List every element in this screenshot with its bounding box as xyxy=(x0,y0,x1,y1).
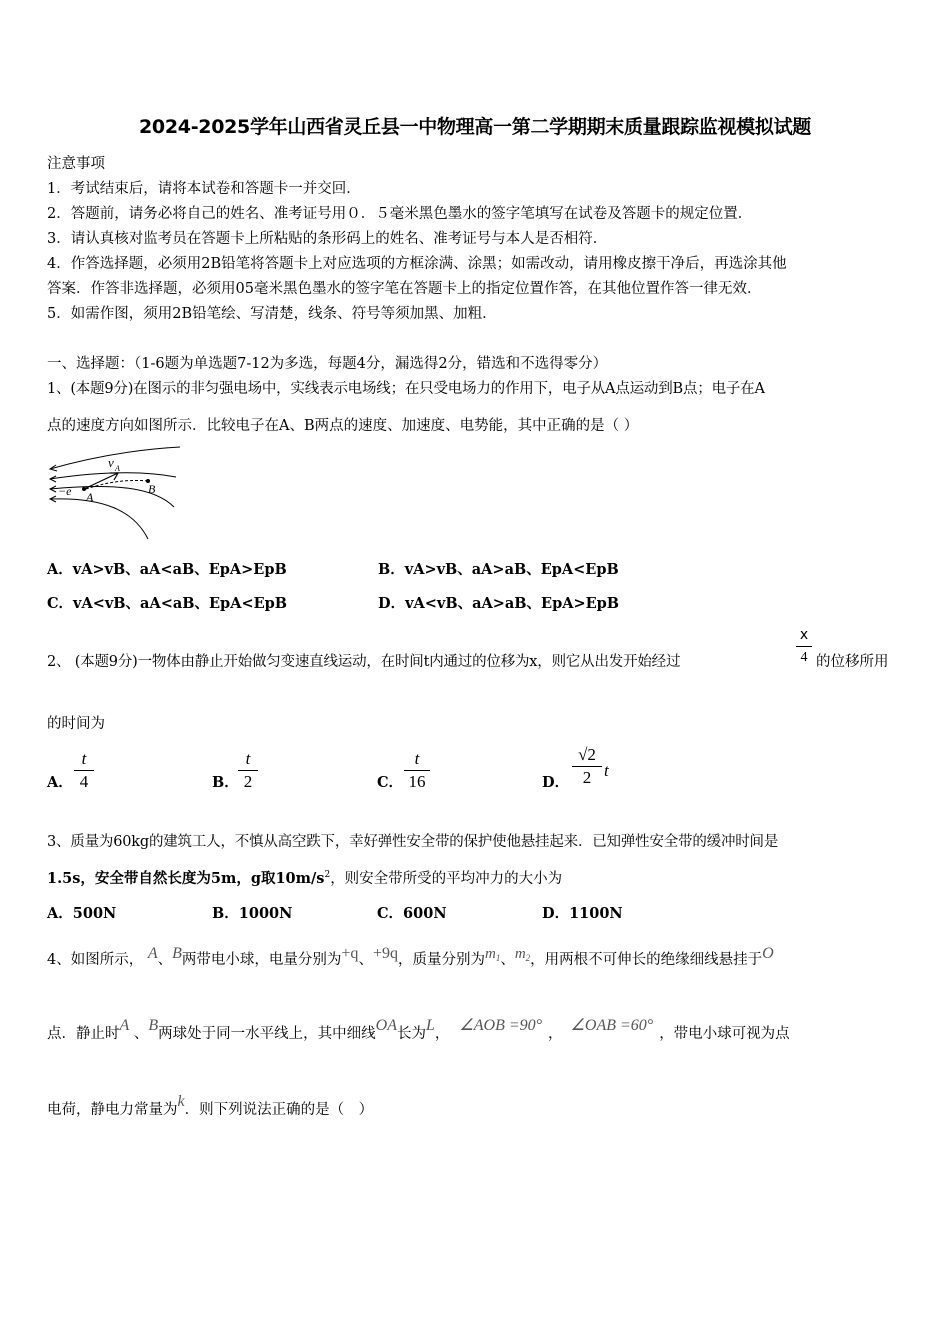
q2-option-d-label[interactable]: D． xyxy=(542,774,570,791)
q1-option-a[interactable]: A．vA>vB、aA<aB、EpA>EpB xyxy=(47,561,287,578)
notice-item: 1．考试结束后，请将本试卷和答题卡一并交回． xyxy=(47,181,361,197)
q2-option-d-fraction[interactable]: √2 2 xyxy=(572,746,602,787)
label-charge: −e xyxy=(58,484,72,498)
trajectory xyxy=(86,480,148,489)
notice-heading: 注意事项 xyxy=(47,156,105,172)
q2-stem-line1a: 2、 (本题9分)一物体由静止开始做匀变速直线运动，在时间t内通过的位移为x，则它从出发开始经过 xyxy=(47,654,681,670)
q2-option-a-label[interactable]: A． xyxy=(47,774,73,791)
q2-option-d-tail: t xyxy=(604,761,609,780)
page-title: 2024-2025学年山西省灵丘县一中物理高一第二学期期末质量跟踪监视模拟试题 xyxy=(139,116,811,138)
q3-option-d[interactable]: D．1100N xyxy=(542,905,623,922)
q2-option-c-label[interactable]: C． xyxy=(377,774,404,791)
label-v-sub: A xyxy=(115,464,120,473)
q3-option-a[interactable]: A．500N xyxy=(47,905,117,922)
q3-option-b[interactable]: B．1000N xyxy=(212,905,293,922)
notice-item: 3．请认真核对监考员在答题卡上所粘贴的条形码上的姓名、准考证号与本人是否相符． xyxy=(47,231,608,247)
label-a: A xyxy=(86,490,94,504)
notice-item: 4．作答选择题，必须用2B铅笔将答题卡上对应选项的方框涂满、涂黑；如需改动，请用橡皮擦干净后，再选涂其他 xyxy=(47,256,787,272)
q3-option-c[interactable]: C．600N xyxy=(377,905,447,922)
q2-option-b-label[interactable]: B． xyxy=(212,774,239,791)
q2-fraction: x 4 xyxy=(796,626,812,667)
q2-stem-line1b: 的位移所用 xyxy=(816,654,889,670)
q2-option-a-fraction[interactable]: t 4 xyxy=(74,750,94,791)
q4-stem-line2: 点．静止时A 、B两球处于同一水平线上，其中细线OA长为L， ∠AOB =90° ， ∠OAB =60° ，带电小球可视为点 xyxy=(47,1017,790,1042)
label-v: v xyxy=(108,455,114,470)
q1-field-figure xyxy=(44,443,184,543)
notice-item: 2．答题前，请务必将自己的姓名、准考证号用０．５毫米黑色墨水的签字笔填写在试卷及答题卡的规定位置． xyxy=(47,206,753,222)
notice-item: 答案．作答非选择题，必须用05毫米黑色墨水的签字笔在答题卡上的指定位置作答，在其他位置作答一律无效． xyxy=(47,281,762,297)
label-b: B xyxy=(148,482,156,496)
q3-stem-line2: 1.5s，安全带自然长度为5m，g取$10m/s^2$，则安全带所受的平均冲力的大小为 xyxy=(47,870,563,887)
q1-stem-line2: 点的速度方向如图所示．比较电子在A、B两点的速度、加速度、电势能，其中正确的是（ ） xyxy=(47,418,639,434)
q4-stem-line1: 4、如图所示， A、B两带电小球，电量分别为+q、+9q，质量分别为$m_1$、$m_2$，用两根不可伸长的绝缘细线悬挂于O xyxy=(47,945,774,968)
q1-option-b[interactable]: B．vA>vB、aA>aB、EpA<EpB xyxy=(378,561,619,578)
q1-option-c[interactable]: C．vA<vB、aA<aB、EpA<EpB xyxy=(47,595,288,612)
q2-option-c-fraction[interactable]: t 16 xyxy=(404,750,430,791)
notice-item: 5．如需作图，须用2B铅笔绘、写清楚，线条、符号等须加黑、加粗． xyxy=(47,306,497,322)
q2-option-b-fraction[interactable]: t 2 xyxy=(238,750,258,791)
section-heading: 一、选择题：（1-6题为单选题7-12为多选，每题4分，漏选得2分，错选和不选得零分） xyxy=(47,356,608,372)
q1-stem-line1: 1、(本题9分)在图示的非匀强电场中，实线表示电场线；在只受电场力的作用下，电子从A点运动到B点；电子在A xyxy=(47,381,765,397)
field-line xyxy=(50,499,148,539)
q4-stem-line3: 电荷，静电力常量为k．则下列说法正确的是（ ） xyxy=(47,1093,374,1118)
q1-option-d[interactable]: D．vA<vB、aA>aB、EpA>EpB xyxy=(378,595,620,612)
q2-stem-line2: 的时间为 xyxy=(47,716,105,732)
q3-stem-line1: 3、质量为60kg的建筑工人，不慎从高空跌下，幸好弹性安全带的保护使他悬挂起来．已知弹性安全带的缓冲时间是 xyxy=(47,834,779,850)
